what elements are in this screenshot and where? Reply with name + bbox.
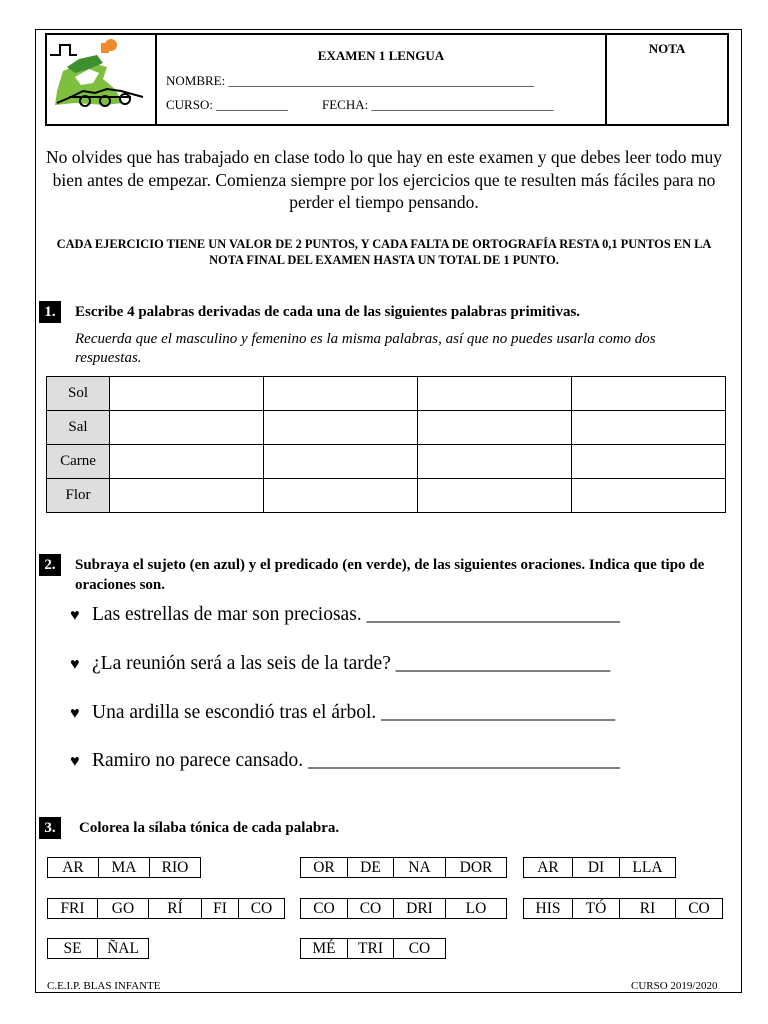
exam-title: EXAMEN 1 LENGUA: [317, 48, 445, 63]
syllable-box[interactable]: FRI: [48, 898, 98, 919]
answer-cell[interactable]: [572, 377, 726, 411]
heart-icon: ♥: [70, 607, 80, 624]
row-label: Carne: [47, 445, 110, 479]
exercise-1-number: 1.: [39, 301, 61, 323]
syllable-box[interactable]: TÓ: [573, 898, 620, 919]
syllable-box[interactable]: SE: [48, 938, 98, 959]
answer-cell[interactable]: [418, 377, 572, 411]
row-label: Sol: [47, 377, 110, 411]
rules-text: CADA EJERCICIO TIENE UN VALOR DE 2 PUNTOS, Y CADA FALTA DE ORTOGRAFÍA RESTA 0,1 PUNTOS EN LA NOTA FINAL DEL EXAMEN HASTA UN TOTAL DE 1 PUNTO.: [56, 237, 712, 267]
syllable-box[interactable]: DI: [573, 857, 620, 878]
syllable-word: [523, 857, 676, 878]
syllable-box[interactable]: AR: [48, 857, 99, 878]
syllable-box[interactable]: RÍ: [149, 898, 202, 919]
answer-cell[interactable]: [572, 479, 726, 513]
answer-cell[interactable]: [110, 479, 264, 513]
syllable-word: [47, 898, 285, 919]
exercise-2-title: Subraya el sujeto (en azul) y el predicado (en verde), de las siguientes oraciones. Indica que tipo de oraciones son.: [75, 557, 705, 593]
syllable-box[interactable]: CO: [394, 938, 446, 959]
syllable-box[interactable]: CO: [301, 898, 348, 919]
syllable-box[interactable]: CO: [239, 898, 285, 919]
answer-cell[interactable]: [264, 445, 418, 479]
row-label: Flor: [47, 479, 110, 513]
sentence-item: [70, 750, 620, 772]
table-row: [47, 411, 726, 445]
syllable-box[interactable]: CO: [676, 898, 723, 919]
school-logo: [45, 33, 157, 126]
answer-cell[interactable]: [572, 411, 726, 445]
syllable-box[interactable]: MA: [99, 857, 150, 878]
syllable-box[interactable]: LO: [446, 898, 507, 919]
sentence-item: [70, 702, 615, 724]
exercise-3-title: Colorea la sílaba tónica de cada palabra.: [79, 820, 340, 836]
syllable-box[interactable]: DE: [348, 857, 394, 878]
exercise-3-number: 3.: [39, 817, 61, 839]
row-label: Sal: [47, 411, 110, 445]
nota-label: NOTA: [648, 41, 686, 56]
sentence-item: [70, 604, 620, 626]
syllable-box[interactable]: ÑAL: [98, 938, 149, 959]
syllable-word: [523, 898, 723, 919]
heart-icon: ♥: [70, 656, 80, 673]
syllable-word: [47, 857, 201, 878]
nombre-field[interactable]: NOMBRE: _______________________________________________: [166, 73, 534, 88]
table-row: [47, 479, 726, 513]
answer-cell[interactable]: [264, 479, 418, 513]
school-logo-icon: [45, 33, 153, 122]
syllable-box[interactable]: RIO: [150, 857, 201, 878]
syllable-box[interactable]: OR: [301, 857, 348, 878]
syllable-box[interactable]: HIS: [524, 898, 573, 919]
answer-cell[interactable]: [572, 445, 726, 479]
sentence-text[interactable]: Las estrellas de mar son preciosas. __________________________: [92, 604, 621, 625]
sentence-text[interactable]: Una ardilla se escondió tras el árbol. ________________________: [92, 702, 616, 723]
syllable-word: [300, 898, 507, 919]
syllable-word: [300, 857, 507, 878]
footer-school: C.E.I.P. BLAS INFANTE: [47, 980, 161, 992]
syllable-word: [47, 938, 149, 959]
intro-text: No olvides que has trabajado en clase todo lo que hay en este examen y que debes leer todo muy bien antes de empezar. Comienza siempre por los ejercicios que te resulten más fáciles para no perder el tiempo pensando.: [46, 147, 722, 212]
fecha-field[interactable]: FECHA: ____________________________: [322, 97, 554, 112]
syllable-box[interactable]: DOR: [446, 857, 507, 878]
answer-cell[interactable]: [264, 377, 418, 411]
curso-field[interactable]: CURSO: ___________: [166, 97, 288, 112]
table-row: [47, 377, 726, 411]
syllable-box[interactable]: FI: [202, 898, 239, 919]
sentence-text[interactable]: ¿La reunión será a las seis de la tarde? ______________________: [92, 653, 611, 674]
answer-cell[interactable]: [110, 411, 264, 445]
heart-icon: ♥: [70, 753, 80, 770]
footer-course: CURSO 2019/2020: [631, 980, 718, 992]
table-row: [47, 445, 726, 479]
answer-cell[interactable]: [264, 411, 418, 445]
sentence-text[interactable]: Ramiro no parece cansado. ________________________________: [92, 750, 621, 771]
syllable-box[interactable]: AR: [524, 857, 573, 878]
syllable-box[interactable]: MÉ: [301, 938, 348, 959]
exercise-2-number: 2.: [39, 554, 61, 576]
syllable-box[interactable]: DRI: [394, 898, 446, 919]
exercise-1-note: Recuerda que el masculino y femenino es la misma palabras, así que no puedes usarla como dos respuestas.: [75, 331, 656, 366]
exercise-1-title: Escribe 4 palabras derivadas de cada una de las siguientes palabras primitivas.: [75, 304, 581, 320]
answer-cell[interactable]: [418, 411, 572, 445]
derived-words-table: [46, 376, 726, 513]
syllable-box[interactable]: NA: [394, 857, 446, 878]
syllable-box[interactable]: RI: [620, 898, 676, 919]
sentence-item: [70, 653, 610, 675]
syllable-box[interactable]: CO: [348, 898, 394, 919]
syllable-box[interactable]: LLA: [620, 857, 676, 878]
heart-icon: ♥: [70, 705, 80, 722]
answer-cell[interactable]: [418, 445, 572, 479]
answer-cell[interactable]: [110, 445, 264, 479]
syllable-box[interactable]: GO: [98, 898, 149, 919]
syllable-box[interactable]: TRI: [348, 938, 394, 959]
answer-cell[interactable]: [110, 377, 264, 411]
syllable-word: [300, 938, 446, 959]
answer-cell[interactable]: [418, 479, 572, 513]
